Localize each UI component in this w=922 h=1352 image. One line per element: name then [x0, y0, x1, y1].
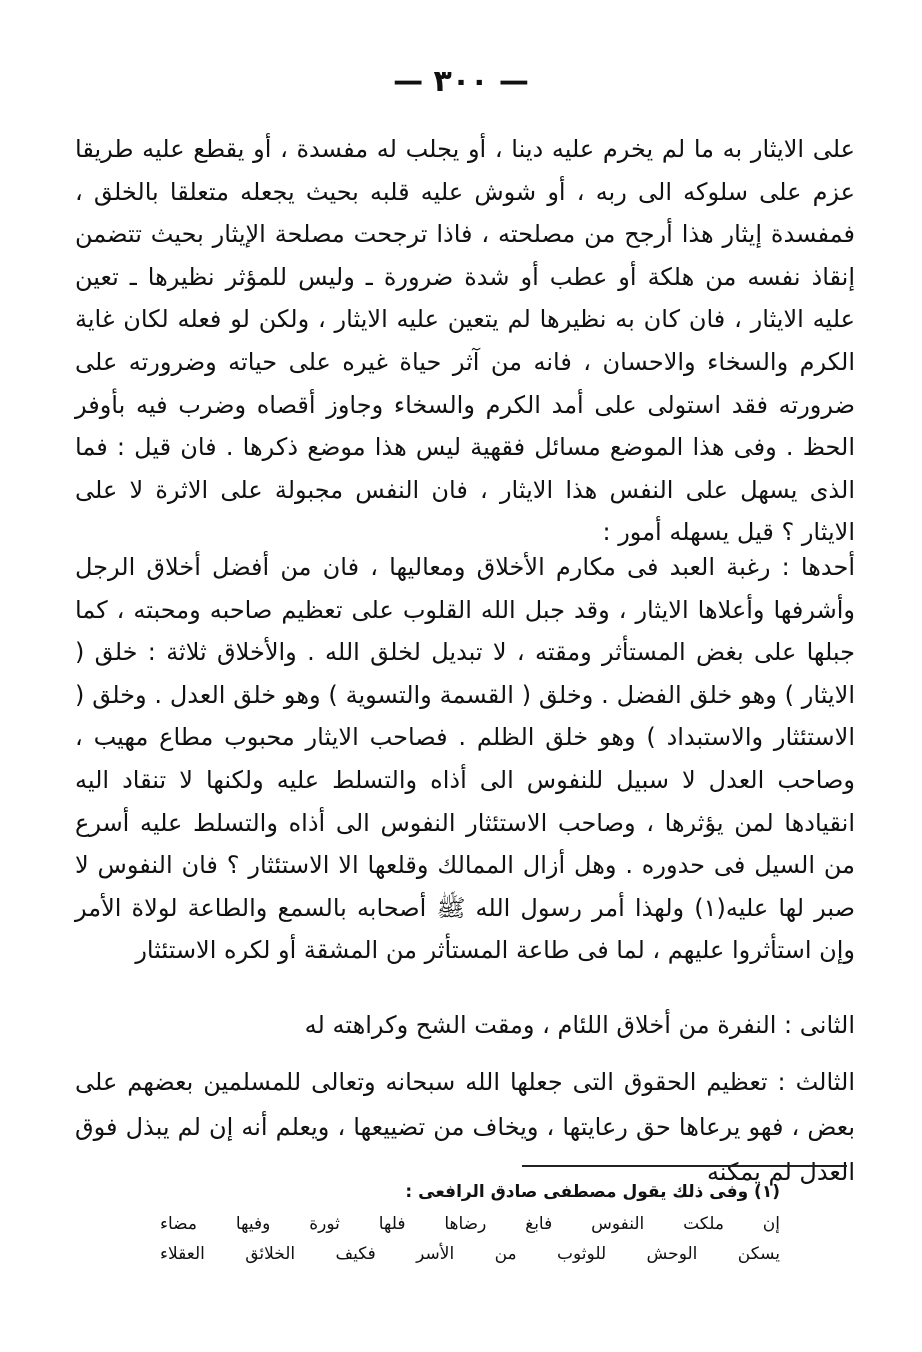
body-paragraph-3: الثانى : النفرة من أخلاق اللئام ، ومقت الشح وكراهته له — [304, 1011, 855, 1039]
footnote-divider — [522, 1165, 847, 1167]
footnote-verse-1: إن ملكت النفوس فابغ رضاها فلها ثورة وفيها مضاء — [160, 1214, 780, 1234]
body-paragraph-4: الثالث : تعظيم الحقوق التى جعلها الله سبحانه وتعالى للمسلمين بعضهم على بعض ، فهو يرعاها حق رعايتها ، ويخاف من تضييعها ، ويعلم أنه إن لم يبذل فوق العدل لم يمكنه — [75, 1068, 855, 1186]
footnote-verse-2: يسكن الوحش للوثوب من الأسر فكيف الخلائق العقلاء — [160, 1244, 780, 1264]
body-paragraph-2: أحدها : رغبة العبد فى مكارم الأخلاق ومعاليها ، فان من أفضل أخلاق الرجل وأشرفها وأعلاها الايثار ، وقد جبل الله القلوب على تعظيم صاحبه ومحبته ، كما جبلها على بغض المستأثر ومقته ، لا تبديل لخلق الله . والأخلاق ثلاثة : خلق ( الايثار ) وهو خلق الفضل . وخلق ( القسمة والتسوية ) وهو خلق العدل . وخلق ( الاستئثار والاستبداد ) وهو خلق الظلم . فصاحب الايثار محبوب مطاع مهيب ، وصاحب العدل لا سبيل للنفوس الى أذاه والتسلط عليه ولكنها لا تنقاد اليه انقيادها لمن يؤثرها ، وصاحب الاستئثار النفوس الى أذاه والتسلط عليه أسرع من السيل فى حدوره . وهل أزال الممالك وقلعها الا الاستئثار ؟ فان النفوس لا صبر لها عليه(١) ولهذا أمر رسول الله ﷺ أصحابه بالسمع والطاعة لولاة الأمر وإن استأثروا عليهم ، لما فى طاعة المستأثر من المشقة أو لكره الاستئثار — [75, 553, 856, 965]
body-paragraph-1: على الايثار به ما لم يخرم عليه دينا ، أو يجلب له مفسدة ، أو يقطع عليه طريقا عزم على سلوكه الى ربه ، أو شوش عليه قلبه بحيث يجعله متعلقا بالخلق ، فمفسدة إيثار هذا أرجح من مصلحته ، فاذا ترجحت مصلحة الإيثار بحيث تتضمن إنقاذ نفسه من هلكة أو عطب أو شدة ضرورة ـ وليس للمؤثر نظيرها ـ تعين عليه الايثار ، فان كان به نظيرها لم يتعين عليه الايثار ، ولكن لو فعله لكان غاية الكرم والسخاء والاحسان ، فانه من آثر حياة غيره على حياته وضرورته على ضرورته فقد استولى على أمد الكرم والسخاء وجاوز أقصاه وضرب فيه بأوفر الحظ . وفى هذا الموضع مسائل فقهية ليس هذا موضع ذكرها . فان قيل : فما الذى يسهل على النفس هذا الايثار ، فان النفس مجبولة على الاثرة لا على الايثار ؟ قيل يسهله أمور : — [75, 135, 855, 547]
page-number: — ٣٠٠ — — [393, 64, 529, 99]
footnote-intro: (١) وفى ذلك يقول مصطفى صادق الرافعى : — [405, 1182, 780, 1202]
